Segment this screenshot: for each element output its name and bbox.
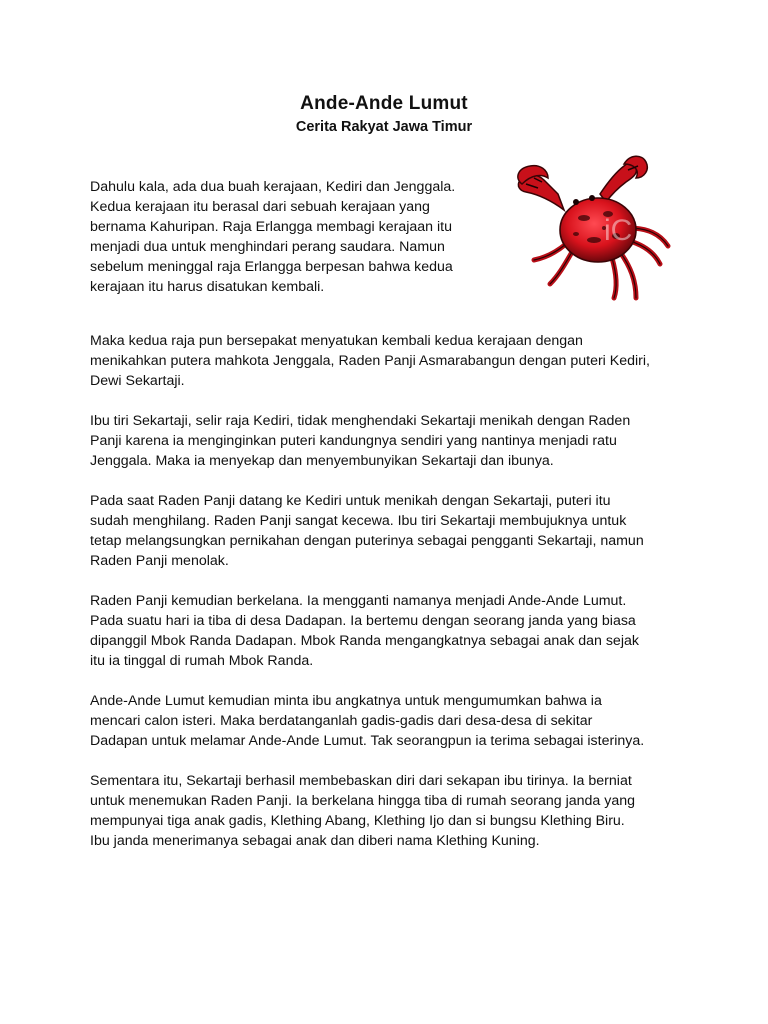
- document-title: Ande-Ande Lumut: [300, 93, 468, 114]
- text-line: untuk menemukan Raden Panji. Ia berkelana hingga tiba di rumah seorang janda yang: [90, 793, 636, 809]
- text-line: menikahkan putera mahkota Jenggala, Raden Panji Asmarabangun dengan puteri Kediri,: [90, 353, 650, 369]
- paragraph-3: [90, 411, 690, 471]
- paragraph-6: [90, 691, 690, 751]
- text-line: Kedua kerajaan itu berasal dari sebuah kerajaan yang: [90, 199, 430, 215]
- text-line: Maka kedua raja pun bersepakat menyatukan kembali kedua kerajaan dengan: [90, 333, 583, 349]
- text-line: Raden Panji kemudian berkelana. Ia mengganti namanya menjadi Ande-Ande Lumut.: [90, 593, 627, 609]
- text-line: sebelum meninggal raja Erlangga berpesan bahwa kedua: [90, 259, 453, 275]
- text-line: Sementara itu, Sekartaji berhasil membebaskan diri dari sekapan ibu tirinya. Ia berniat: [90, 773, 632, 789]
- text-line: Ibu janda menerimanya sebagai anak dan diberi nama Klething Kuning.: [90, 833, 540, 849]
- text-line: Raden Panji menolak.: [90, 553, 229, 569]
- text-line: sudah menghilang. Raden Panji sangat kecewa. Ibu tiri Sekartaji membujuknya untuk: [90, 513, 627, 529]
- text-line: Ande-Ande Lumut kemudian minta ibu angkatnya untuk mengumumkan bahwa ia: [90, 693, 602, 709]
- text-line: kerajaan itu harus disatukan kembali.: [90, 279, 325, 295]
- text-line: Pada saat Raden Panji datang ke Kediri untuk menikah dengan Sekartaji, puteri itu: [90, 493, 611, 509]
- text-line: menjadi dua untuk menghindari perang saudara. Namun: [90, 239, 445, 255]
- text-line: tetap melangsungkan pernikahan dengan puterinya sebagai pengganti Sekartaji, namun: [90, 533, 644, 549]
- text-line: itu ia tinggal di rumah Mbok Randa.: [90, 653, 314, 669]
- text-line: Pada suatu hari ia tiba di desa Dadapan. Ia bertemu dengan seorang janda yang biasa: [90, 613, 636, 629]
- text-line: Dahulu kala, ada dua buah kerajaan, Kediri dan Jenggala.: [90, 179, 456, 195]
- text-line: Ibu tiri Sekartaji, selir raja Kediri, tidak menghendaki Sekartaji menikah dengan Raden: [90, 413, 631, 429]
- paragraph-1: [90, 177, 490, 297]
- crab-left-claw: [518, 166, 564, 210]
- paragraph-2: [90, 331, 690, 391]
- paragraph-7: [90, 771, 690, 851]
- document-subtitle: Cerita Rakyat Jawa Timur: [295, 119, 473, 135]
- text-line: mencari calon isteri. Maka berdatanganlah gadis-gadis dari desa-desa di sekitar: [90, 713, 593, 729]
- text-line: Panji karena ia menginginkan puteri kandungnya sendiri yang nantinya menjadi ratu: [90, 433, 617, 449]
- paragraph-4: [90, 491, 690, 571]
- crab-right-claw: [600, 156, 647, 202]
- text-line: dipanggil Mbok Randa Dadapan. Mbok Randa mengangkatnya sebagai anak dan sejak: [90, 633, 639, 649]
- text-line: mempunyai tiga anak gadis, Klething Abang, Klething Ijo dan si bungsu Klething Biru.: [90, 813, 625, 829]
- crab-icon: [508, 148, 678, 308]
- text-line: bernama Kahuripan. Raja Erlangga membagi kerajaan itu: [90, 219, 452, 235]
- paragraph-5: [90, 591, 690, 671]
- illustration-watermark: iC: [604, 214, 633, 247]
- text-line: Jenggala. Maka ia menyekap dan menyembunyikan Sekartaji dan ibunya.: [90, 453, 554, 469]
- text-line: Dadapan untuk melamar Ande-Ande Lumut. Tak seorangpun ia terima sebagai isterinya.: [90, 733, 645, 749]
- text-line: Dewi Sekartaji.: [90, 373, 185, 389]
